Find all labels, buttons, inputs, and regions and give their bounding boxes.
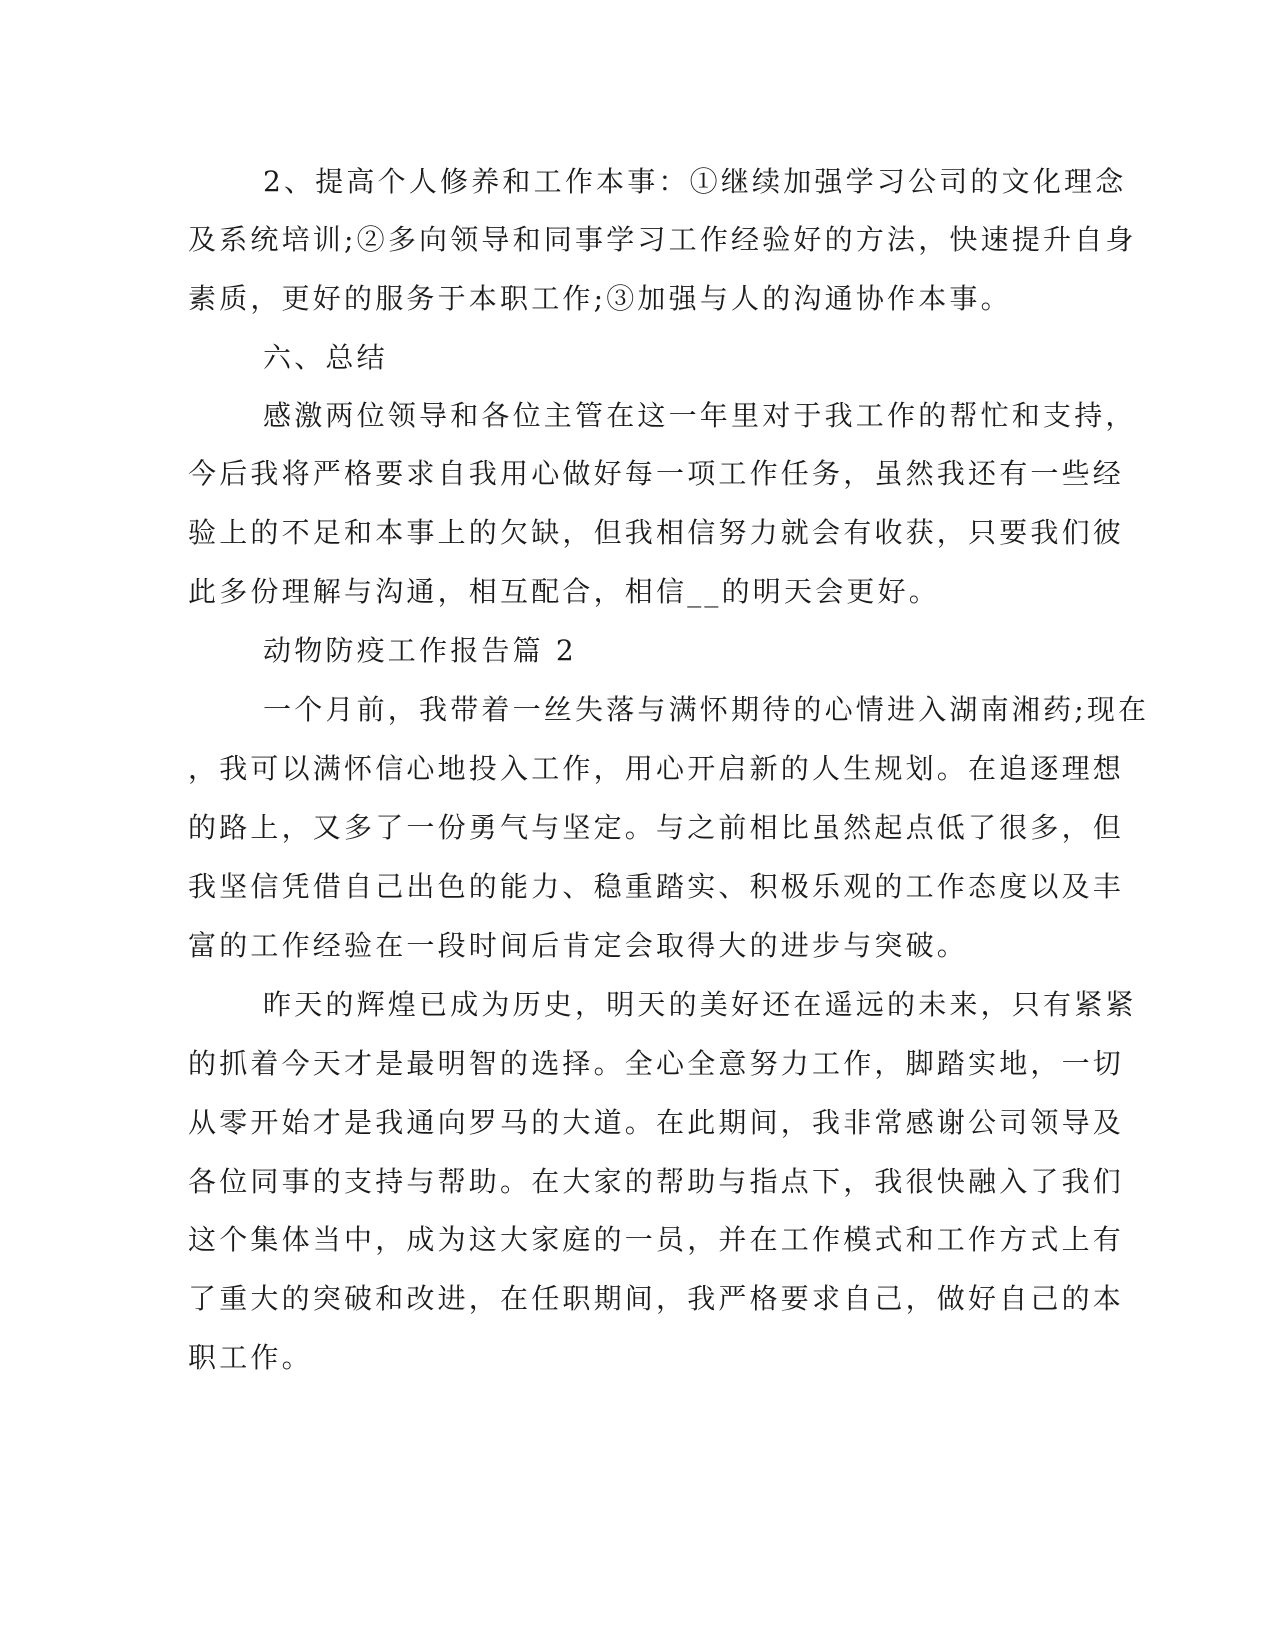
text-line: 富的工作经验在一段时间后肯定会取得大的进步与突破。 (188, 929, 969, 962)
text-line: 感激两位领导和各位主管在这一年里对于我工作的帮忙和支持， (263, 399, 1137, 432)
text-line: 今后我将严格要求自我用心做好每一项工作任务，虽然我还有一些经 (188, 457, 1125, 490)
text-line: 我坚信凭借自己出色的能力、稳重踏实、积极乐观的工作态度以及丰 (188, 870, 1125, 903)
text-line: 这个集体当中，成为这大家庭的一员，并在工作模式和工作方式上有 (188, 1223, 1125, 1256)
text-line: ，我可以满怀信心地投入工作，用心开启新的人生规划。在追逐理想 (188, 752, 1125, 785)
text-line: 各位同事的支持与帮助。在大家的帮助与指点下，我很快融入了我们 (188, 1165, 1125, 1198)
section-heading: 六、总结 (263, 341, 388, 374)
text-line: 的抓着今天才是最明智的选择。全心全意努力工作，脚踏实地，一切 (188, 1047, 1125, 1080)
text-line: 从零开始才是我通向罗马的大道。在此期间，我非常感谢公司领导及 (188, 1106, 1125, 1139)
text-line: 及系统培训;②多向领导和同事学习工作经验好的方法，快速提升自身 (188, 223, 1137, 256)
article-title: 动物防疫工作报告篇 2 (263, 634, 577, 667)
text-line: 职工作。 (188, 1341, 313, 1374)
text-line: 验上的不足和本事上的欠缺，但我相信努力就会有收获，只要我们彼 (188, 516, 1125, 549)
text-line: 了重大的突破和改进，在任职期间，我严格要求自己，做好自己的本 (188, 1282, 1125, 1315)
text-line: 此多份理解与沟通，相互配合，相信__的明天会更好。 (188, 575, 941, 608)
text-line: 一个月前，我带着一丝失落与满怀期待的心情进入湖南湘药;现在 (263, 693, 1150, 726)
text-line: 的路上，又多了一份勇气与坚定。与之前相比虽然起点低了很多，但 (188, 811, 1125, 844)
text-line: 昨天的辉煌已成为历史，明天的美好还在遥远的未来，只有紧紧 (263, 988, 1137, 1021)
text-line: 2、提高个人修养和工作本事：①继续加强学习公司的文化理念 (263, 165, 1127, 198)
text-line: 素质，更好的服务于本职工作;③加强与人的沟通协作本事。 (188, 282, 1012, 315)
